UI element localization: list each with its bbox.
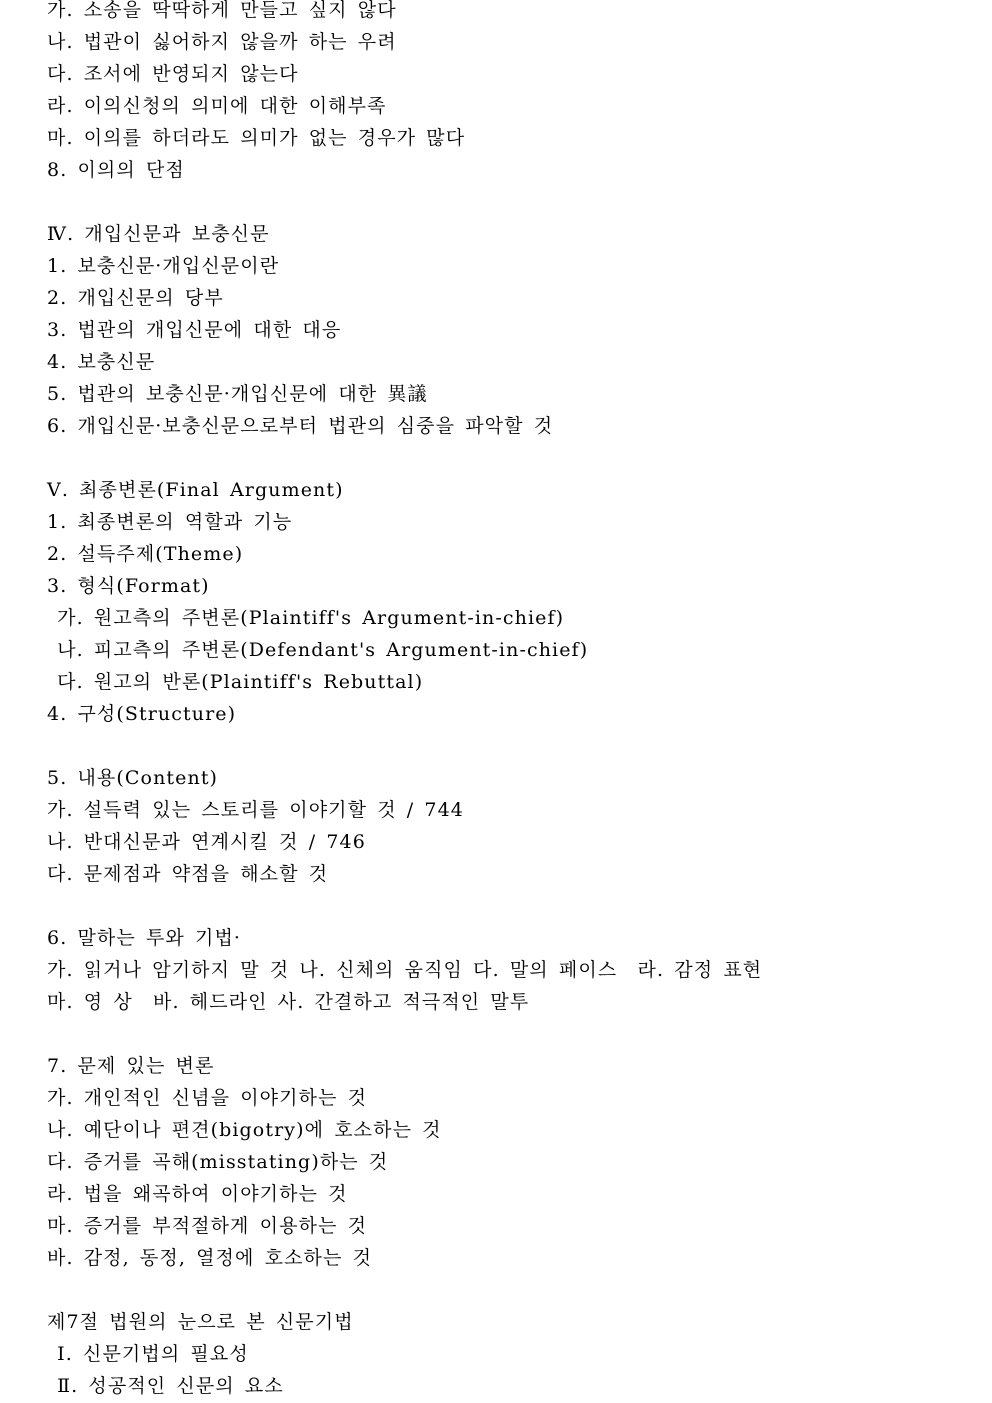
text-line: 가. 읽거나 암기하지 말 것 나. 신체의 움직임 다. 말의 페이스 라. 감정 표현 — [47, 959, 763, 981]
chapter-heading: 제7절 법원의 눈으로 본 신문기법 — [47, 1311, 354, 1333]
text-line: 나. 법관이 싫어하지 않을까 하는 우려 — [47, 31, 397, 53]
section-heading: 5. 내용(Content) — [47, 767, 219, 789]
document-page — [47, 0, 992, 1402]
text-line: 가. 소송을 딱딱하게 만들고 싶지 않다 — [47, 0, 397, 21]
text-line: 가. 원고측의 주변론(Plaintiff's Argument-in-chief) — [47, 607, 565, 629]
section-heading: 8. 이의의 단점 — [47, 159, 185, 181]
text-line: 4. 보충신문 — [47, 351, 156, 373]
text-line: Ⅱ. 성공적인 신문의 요소 — [47, 1375, 284, 1397]
blank-line — [47, 442, 992, 474]
text-line: 마. 이의를 하더라도 의미가 없는 경우가 많다 — [47, 127, 466, 149]
blank-line — [47, 186, 992, 218]
chapter-heading: Ⅴ. 최종변론(Final Argument) — [47, 479, 344, 501]
text-line: 1. 보충신문·개입신문이란 — [47, 255, 280, 277]
text-line: 나. 반대신문과 연계시킬 것 / 746 — [47, 831, 366, 853]
text-line: 라. 이의신청의 의미에 대한 이해부족 — [47, 95, 387, 117]
blank-line — [47, 1018, 992, 1050]
text-line: 마. 증거를 부적절하게 이용하는 것 — [47, 1215, 368, 1237]
text-line: 다. 증거를 곡해(misstating)하는 것 — [47, 1151, 389, 1173]
text-line: 3. 형식(Format) — [47, 575, 210, 597]
text-line: 3. 법관의 개입신문에 대한 대응 — [47, 319, 342, 341]
section-heading: 6. 말하는 투와 기법· — [47, 927, 242, 949]
blank-line — [47, 1274, 992, 1306]
text-line: 다. 조서에 반영되지 않는다 — [47, 63, 299, 85]
text-line: 2. 설득주제(Theme) — [47, 543, 244, 565]
text-line: 라. 법을 왜곡하여 이야기하는 것 — [47, 1183, 348, 1205]
text-line: 1. 최종변론의 역할과 기능 — [47, 511, 293, 533]
text-line: Ⅰ. 신문기법의 필요성 — [47, 1343, 249, 1365]
text-line: 6. 개입신문·보충신문으로부터 법관의 심중을 파악할 것 — [47, 415, 554, 437]
text-line: 다. 원고의 반론(Plaintiff's Rebuttal) — [47, 671, 424, 693]
chapter-heading: Ⅳ. 개입신문과 보충신문 — [47, 223, 270, 245]
text-line: 나. 피고측의 주변론(Defendant's Argument-in-chief) — [47, 639, 589, 661]
text-line: 가. 설득력 있는 스토리를 이야기할 것 / 744 — [47, 799, 464, 821]
text-line: 2. 개입신문의 당부 — [47, 287, 224, 309]
text-line: 가. 개인적인 신념을 이야기하는 것 — [47, 1087, 368, 1109]
text-line: 마. 영 상 바. 헤드라인 사. 간결하고 적극적인 말투 — [47, 991, 530, 1013]
text-line: 4. 구성(Structure) — [47, 703, 237, 725]
text-line: 바. 감정, 동정, 열정에 호소하는 것 — [47, 1247, 373, 1269]
text-line: 나. 예단이나 편견(bigotry)에 호소하는 것 — [47, 1119, 442, 1141]
text-line: 5. 법관의 보충신문·개입신문에 대한 異議 — [47, 383, 428, 405]
blank-line — [47, 730, 992, 762]
text-line: 다. 문제점과 약점을 해소할 것 — [47, 863, 329, 885]
section-heading: 7. 문제 있는 변론 — [47, 1055, 215, 1077]
blank-line — [47, 890, 992, 922]
